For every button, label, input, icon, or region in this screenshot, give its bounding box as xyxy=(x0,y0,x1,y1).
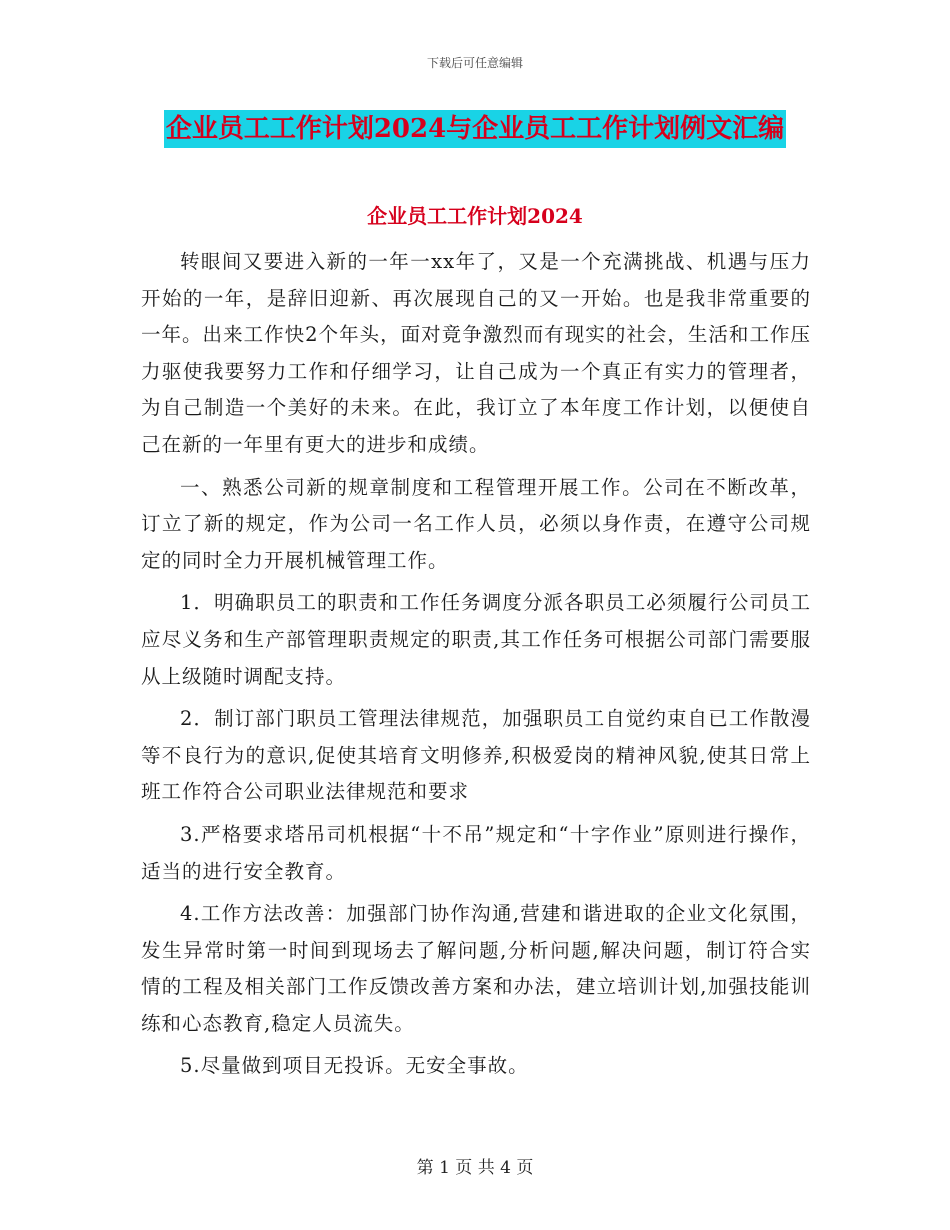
paragraph-section-one: 一、熟悉公司新的规章制度和工程管理开展工作。公司在不断改革，订立了新的规定，作为公司一名工作人员，必须以身作责，在遵守公司规定的同时全力开展机械管理工作。 xyxy=(141,475,811,572)
document-title-container xyxy=(0,110,950,148)
paragraph-item-1: 1．明确职员工的职责和工作任务调度分派各职员工必须履行公司员工应尽义务和生产部管理职责规定的职责,其工作任务可根据公司部门需要服从上级随时调配支持。 xyxy=(141,591,811,688)
document-body xyxy=(141,244,811,1091)
paragraph-item-3: 3.严格要求塔吊司机根据“十不吊”规定和“十字作业”原则进行操作，适当的进行安全教育。 xyxy=(141,822,811,883)
paragraph-intro: 转眼间又要进入新的一年一xx年了，又是一个充满挑战、机遇与压力开始的一年，是辞旧迎新、再次展现自己的又一开始。也是我非常重要的一年。出来工作快2个年头，面对竟争激烈而有现实的社会，生活和工作压力驱使我要努力工作和仔细学习，让自己成为一个真正有实力的管理者，为自己制造一个美好的未来。在此，我订立了本年度工作计划，以便使自己在新的一年里有更大的进步和成绩。 xyxy=(141,250,811,456)
paragraph-item-5: 5.尽量做到项目无投诉。无安全事故。 xyxy=(180,1054,529,1078)
page-footer: 第 1 页 共 4 页 xyxy=(416,1158,534,1178)
paragraph-item-2: 2．制订部门职员工管理法律规范，加强职员工自觉约束自已工作散漫等不良行为的意识,促使其培育文明修养,积极爱岗的精神风貌,使其日常上班工作符合公司职业法律规范和要求 xyxy=(141,707,811,804)
paragraph-item-4: 4.工作方法改善：加强部门协作沟通,营建和谐进取的企业文化氛围，发生异常时第一时间到现场去了解问题,分析问题,解决问题，制订符合实情的工程及相关部门工作反馈改善方案和办法，建立培训计划,加强技能训练和心态教育,稳定人员流失。 xyxy=(141,902,811,1035)
header-note: 下载后可任意编辑 xyxy=(426,56,523,70)
section-title: 企业员工工作计划2024 xyxy=(367,204,583,228)
document-title: 企业员工工作计划2024与企业员工工作计划例文汇编 xyxy=(164,110,786,148)
